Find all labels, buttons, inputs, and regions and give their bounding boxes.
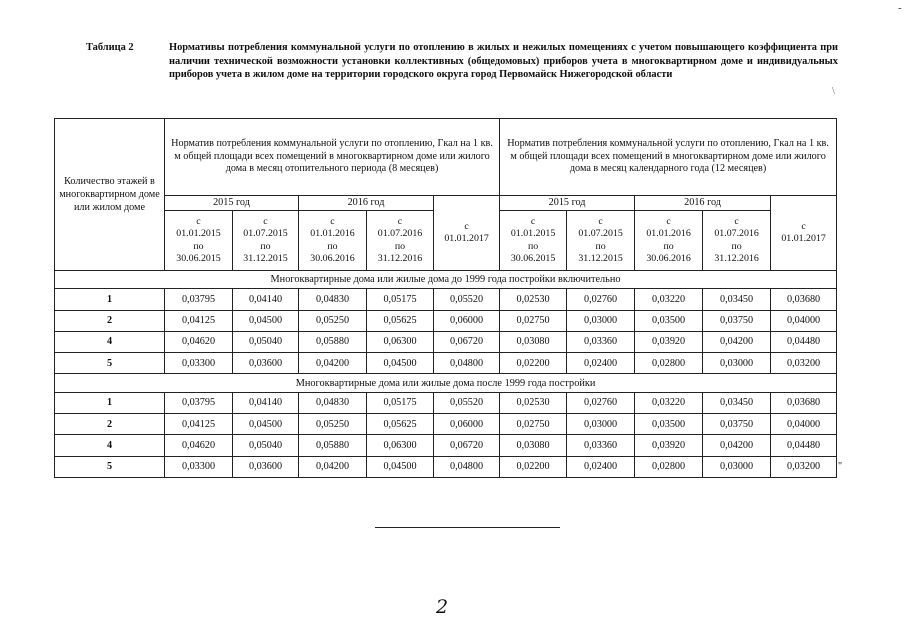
value-cell: 0,02530 [500, 392, 567, 413]
period-to-date: 31.12.2016 [714, 252, 759, 264]
floors-cell: 1 [55, 289, 165, 310]
value-cell: 0,03500 [635, 310, 703, 331]
period-to-word: по [527, 240, 539, 252]
value-cell: 0,02200 [500, 456, 567, 477]
table-row [55, 310, 837, 331]
value-cell: 0,02400 [567, 353, 635, 374]
value-cell: 0,03795 [165, 392, 233, 413]
value-cell: 0,03080 [500, 435, 567, 456]
value-cell: 0,03750 [703, 310, 771, 331]
period-from-word: с [263, 215, 268, 227]
value-cell: 0,02800 [635, 456, 703, 477]
period-from-date: 01.01.2016 [310, 228, 355, 240]
value-cell: 0,03220 [635, 392, 703, 413]
value-cell: 0,03000 [703, 456, 771, 477]
value-cell: 0,04500 [367, 456, 434, 477]
value-cell: 0,04200 [299, 456, 367, 477]
value-cell: 0,04200 [299, 353, 367, 374]
value-cell: 0,06720 [434, 331, 500, 352]
value-cell: 0,03450 [703, 392, 771, 413]
period-from-word: с [598, 215, 603, 227]
year-2016-header: 2016 год [299, 196, 434, 211]
page-number: 2 [436, 596, 449, 618]
value-cell: 0,04200 [703, 435, 771, 456]
period-2017-header [771, 196, 837, 271]
calendar-year-group-header [500, 119, 837, 196]
value-cell: 0,05520 [434, 392, 500, 413]
floors-column-header [55, 119, 165, 271]
value-cell: 0,03360 [567, 435, 635, 456]
floors-cell: 5 [55, 456, 165, 477]
floors-header-text: Количество этажей в многоквартирном доме или жилом доме [59, 176, 160, 213]
value-cell: 0,03920 [635, 435, 703, 456]
norms-table-body [55, 271, 837, 478]
value-cell: 0,04480 [771, 435, 837, 456]
value-cell: 0,02760 [567, 392, 635, 413]
value-cell: 0,03200 [771, 353, 837, 374]
calendar-year-group-text: Норматив потребления коммунальной услуги по отоплению, Гкал на 1 кв. м общей площади всех помещений в многоквартирном доме или жилого дома в месяц календарного года (12 месяцев) [507, 138, 829, 175]
period-from-date: 01.07.2016 [714, 228, 759, 240]
value-cell: 0,04000 [771, 310, 837, 331]
value-cell: 0,05625 [367, 310, 434, 331]
value-cell: 0,04620 [165, 435, 233, 456]
period-from-date: 01.01.2017 [781, 233, 826, 244]
year-2016-header: 2016 год [635, 196, 771, 211]
value-cell: 0,05250 [299, 413, 367, 434]
value-cell: 0,03600 [233, 456, 299, 477]
value-cell: 0,06720 [434, 435, 500, 456]
period-header [500, 211, 567, 271]
value-cell: 0,05175 [367, 289, 434, 310]
value-cell: 0,06000 [434, 310, 500, 331]
period-from-word: с [397, 215, 403, 227]
value-cell: 0,03220 [635, 289, 703, 310]
value-cell: 0,03795 [165, 289, 233, 310]
period-from-word: с [196, 215, 201, 227]
table-row [55, 456, 837, 477]
value-cell: 0,04620 [165, 331, 233, 352]
value-cell: 0,02750 [500, 413, 567, 434]
period-header [703, 211, 771, 271]
value-cell: 0,05880 [299, 331, 367, 352]
floors-cell: 4 [55, 435, 165, 456]
value-cell: 0,03750 [703, 413, 771, 434]
value-cell: 0,04125 [165, 310, 233, 331]
period-from-word: с [666, 215, 671, 227]
value-cell: 0,04800 [434, 456, 500, 477]
section-title: Многоквартирные дома или жилые дома после 1999 года постройки [55, 374, 837, 392]
floors-cell: 5 [55, 353, 165, 374]
period-header [367, 211, 434, 271]
heating-period-group-header [165, 119, 500, 196]
period-header [299, 211, 367, 271]
value-cell: 0,03000 [567, 310, 635, 331]
section-header-row [55, 374, 837, 392]
period-to-word: по [731, 240, 742, 252]
value-cell: 0,04500 [233, 413, 299, 434]
value-cell: 0,06300 [367, 331, 434, 352]
period-from-date: 01.01.2017 [444, 233, 489, 244]
floors-cell: 4 [55, 331, 165, 352]
period-header [165, 211, 233, 271]
floors-cell: 2 [55, 413, 165, 434]
value-cell: 0,06000 [434, 413, 500, 434]
period-to-date: 31.12.2015 [578, 252, 623, 264]
period-2017-header [434, 196, 500, 271]
value-cell: 0,05520 [434, 289, 500, 310]
period-to-date: 31.12.2016 [377, 252, 423, 264]
value-cell: 0,03300 [165, 456, 233, 477]
period-to-date: 30.06.2016 [646, 252, 691, 264]
value-cell: 0,02750 [500, 310, 567, 331]
section-title: Многоквартирные дома или жилые дома до 1999 года постройки включительно [55, 271, 837, 289]
separator-line [375, 527, 560, 528]
value-cell: 0,03200 [771, 456, 837, 477]
period-from-date: 01.07.2015 [578, 228, 623, 240]
period-to-word: по [595, 240, 606, 252]
period-to-date: 31.12.2015 [243, 252, 288, 264]
value-cell: 0,03600 [233, 353, 299, 374]
value-cell: 0,04200 [703, 331, 771, 352]
value-cell: 0,02400 [567, 456, 635, 477]
value-cell: 0,02200 [500, 353, 567, 374]
value-cell: 0,03080 [500, 331, 567, 352]
table-row [55, 353, 837, 374]
table-title: Нормативы потребления коммунальной услуги по отоплению в жилых и нежилых помещениях с учетом повышающего коэффициента при наличии технической возможности установки коллективных (общедомовых) приборов учета в многоквартирном доме и индивидуальных приборов учета в жилом доме на территории городского округа город Первомайск Нижегородской области [169, 42, 838, 80]
value-cell: 0,04140 [233, 392, 299, 413]
table-row [55, 392, 837, 413]
period-header [567, 211, 635, 271]
floors-cell: 1 [55, 392, 165, 413]
period-header [233, 211, 299, 271]
heating-period-group-text: Норматив потребления коммунальной услуги по отоплению, Гкал на 1 кв. м общей площади всех помещений в многоквартирном доме или жилого дома в месяц отопительного периода (8 месяцев) [171, 138, 493, 175]
value-cell: 0,05625 [367, 413, 434, 434]
value-cell: 0,03680 [771, 289, 837, 310]
period-from-date: 01.01.2015 [510, 228, 556, 240]
value-cell: 0,04800 [434, 353, 500, 374]
value-cell: 0,05880 [299, 435, 367, 456]
value-cell: 0,03360 [567, 331, 635, 352]
value-cell: 0,04830 [299, 289, 367, 310]
value-cell: 0,02530 [500, 289, 567, 310]
value-cell: 0,04500 [233, 310, 299, 331]
value-cell: 0,04500 [367, 353, 434, 374]
corner-mark: - [898, 2, 902, 14]
period-from-word: с [801, 220, 806, 232]
period-to-word: по [193, 240, 204, 252]
period-from-word: с [330, 215, 335, 227]
value-cell: 0,05040 [233, 331, 299, 352]
value-cell: 0,04140 [233, 289, 299, 310]
period-header [635, 211, 703, 271]
table-row [55, 289, 837, 310]
floors-cell: 2 [55, 310, 165, 331]
period-to-word: по [663, 240, 674, 252]
value-cell: 0,06300 [367, 435, 434, 456]
year-2015-header: 2015 год [165, 196, 299, 211]
value-cell: 0,02760 [567, 289, 635, 310]
value-cell: 0,03450 [703, 289, 771, 310]
value-cell: 0,04125 [165, 413, 233, 434]
period-to-word: по [260, 240, 271, 252]
value-cell: 0,04830 [299, 392, 367, 413]
value-cell: 0,03000 [703, 353, 771, 374]
period-from-date: 01.07.2016 [377, 228, 423, 240]
period-from-word: с [734, 215, 739, 227]
period-to-date: 30.06.2016 [310, 252, 355, 264]
period-to-date: 30.06.2015 [176, 252, 221, 264]
period-from-word: с [464, 220, 469, 232]
table-row [55, 413, 837, 434]
value-cell: 0,04000 [771, 413, 837, 434]
value-cell: 0,05175 [367, 392, 434, 413]
norms-table [54, 118, 837, 478]
value-cell: 0,03500 [635, 413, 703, 434]
table-label: Таблица 2 [86, 42, 134, 53]
value-cell: 0,05250 [299, 310, 367, 331]
table-row [55, 435, 837, 456]
stray-mark: \ [832, 86, 835, 97]
value-cell: 0,04480 [771, 331, 837, 352]
value-cell: 0,03920 [635, 331, 703, 352]
value-cell: 0,03680 [771, 392, 837, 413]
value-cell: 0,02800 [635, 353, 703, 374]
year-2015-header: 2015 год [500, 196, 635, 211]
period-from-date: 01.01.2015 [176, 228, 221, 240]
value-cell: 0,03000 [567, 413, 635, 434]
period-from-date: 01.01.2016 [646, 228, 691, 240]
period-to-word: по [394, 240, 406, 252]
period-to-word: по [327, 240, 338, 252]
period-from-date: 01.07.2015 [243, 228, 288, 240]
closing-quote: " [838, 461, 843, 472]
value-cell: 0,05040 [233, 435, 299, 456]
period-to-date: 30.06.2015 [510, 252, 556, 264]
table-row [55, 331, 837, 352]
period-from-word: с [530, 215, 536, 227]
section-header-row [55, 271, 837, 289]
value-cell: 0,03300 [165, 353, 233, 374]
